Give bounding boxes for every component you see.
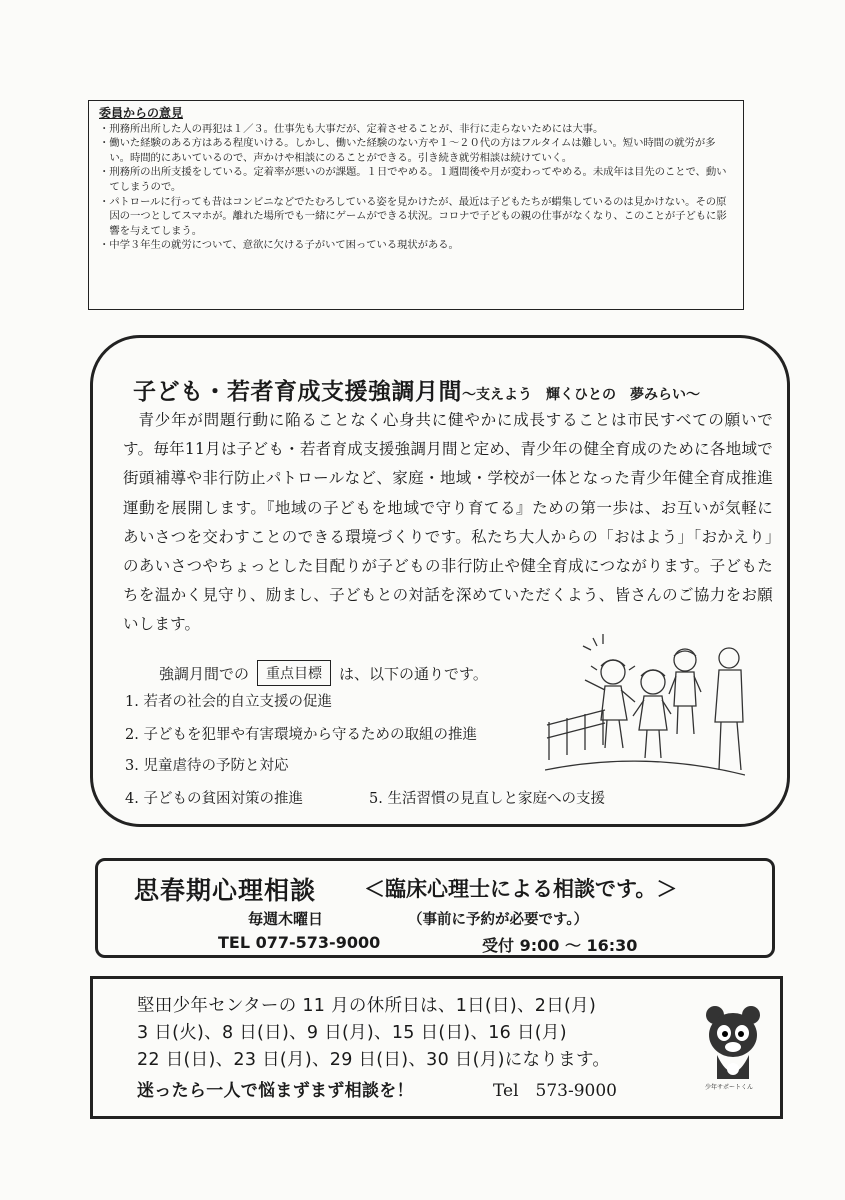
opinions-list [99,122,735,253]
opinion-item: ・ 刑務所の出所支援をしている。定着率が悪いのが課題。１日でやめる。１週間後や月が変わってやめる。未成年は目先のことで、動いてしまうので。 [99,165,735,194]
children-greeting-illustration [545,630,745,780]
counseling-title: 思春期心理相談 [134,876,317,905]
opinion-item: ・ 中学３年生の就労について、意欲に欠ける子がいて困っている現状がある。 [99,238,735,253]
holiday-box [90,976,783,1119]
opinions-title: 委員からの意見 [99,106,184,120]
campaign-body [123,406,773,640]
campaign-paragraph: 青少年が問題行動に陥ることなく心身共に健やかに成長することは市民すべての願いです。毎年11月は子ども・若者育成支援強調月間と定め、青少年の健全育成のために各地域で街頭補導や非行防止パトロールなど、家庭・地域・学校が一体となった青少年健全育成推進運動を展開します。『地域の子どもを地域で守り育てる』ための第一歩は、お互いが気軽にあいさつを交わすことのできる環境づくりです。私たち大人からの「おはよう」「おかえり」のあいさつやちょっとした目配りが子どもの非行防止や健全育成につながります。子どもたちを温かく見守り、励まし、子どもとの対話を深めていただくよう、皆さんのご協力をお願いします。 [123,411,773,634]
mascot-name: 少年サポートくん [705,1084,754,1091]
counseling-hours: 受付 9:00 ～ 16:30 [482,936,638,955]
goal-item: 5. 生活習慣の見直しと家庭への支援 [369,791,605,807]
focus-suffix: は、以下の通りです。 [339,664,488,683]
counseling-box [95,858,775,958]
counseling-reservation-note: （事前に予約が必要です。） [408,912,589,928]
counseling-phone: TEL 077-573-9000 [218,933,381,952]
focus-prefix: 強調月間での [159,664,250,683]
holiday-line: 堅田少年センターの 11 月の休所日は、1日(日)、2日(月) [137,996,597,1016]
consult-slogan: 迷ったら一人で悩まずまず相談を！ [137,1081,414,1101]
goal-item: 2. 子どもを犯罪や有害環境から守るための取組の推進 [125,727,477,743]
opinion-item: ・ パトロールに行っても昔はコンビニなどでたむろしている姿を見かけたが、最近は子どもたちが蝟集しているのは見かけない。その原因の一つとしてスマホが。離れた場所でも一緒にゲームができる状況。コロナで子どもの親の仕事がなくなり、このことが子どもに影響を与えてしまう。 [99,195,735,239]
counseling-subtitle: ＜臨床心理士による相談です。＞ [364,877,678,901]
focus-line [159,660,488,686]
goal-item: 3. 児童虐待の予防と対応 [125,758,289,774]
opinion-item: ・ 働いた経験のある方はある程度いける。しかし、働いた経験のない方や１～２０代の方はフルタイムは難しい。短い時間の就労が多い。時間的にあいているので、声かけや相談にのることができる。引き続き就労相談は続けていく。 [99,136,735,165]
center-phone: Tel 573-9000 [493,1081,617,1101]
opinion-item: ・ 刑務所出所した人の再犯は１／３。仕事先も大事だが、定着させることが、非行に走らないためには大事。 [99,122,735,137]
mascot-bear-icon [703,1003,763,1089]
campaign-title: 子ども・若者育成支援強調月間 [133,379,462,405]
focus-tag: 重点目標 [257,660,331,686]
goal-item: 1. 若者の社会的自立支援の促進 [125,694,332,710]
holiday-line: 22 日(日)、23 日(月)、29 日(日)、30 日(月)になります。 [137,1050,611,1070]
campaign-box [90,335,790,827]
holiday-line: 3 日(火)、8 日(日)、9 日(月)、15 日(日)、16 日(月) [137,1023,567,1043]
committee-opinions-box [88,100,744,310]
campaign-heading [133,373,700,406]
goal-item: 4. 子どもの貧困対策の推進 [125,791,303,807]
counseling-day: 毎週木曜日 [248,910,324,928]
campaign-subtitle: ～支えよう 輝くひとの 夢みらい～ [462,387,700,403]
